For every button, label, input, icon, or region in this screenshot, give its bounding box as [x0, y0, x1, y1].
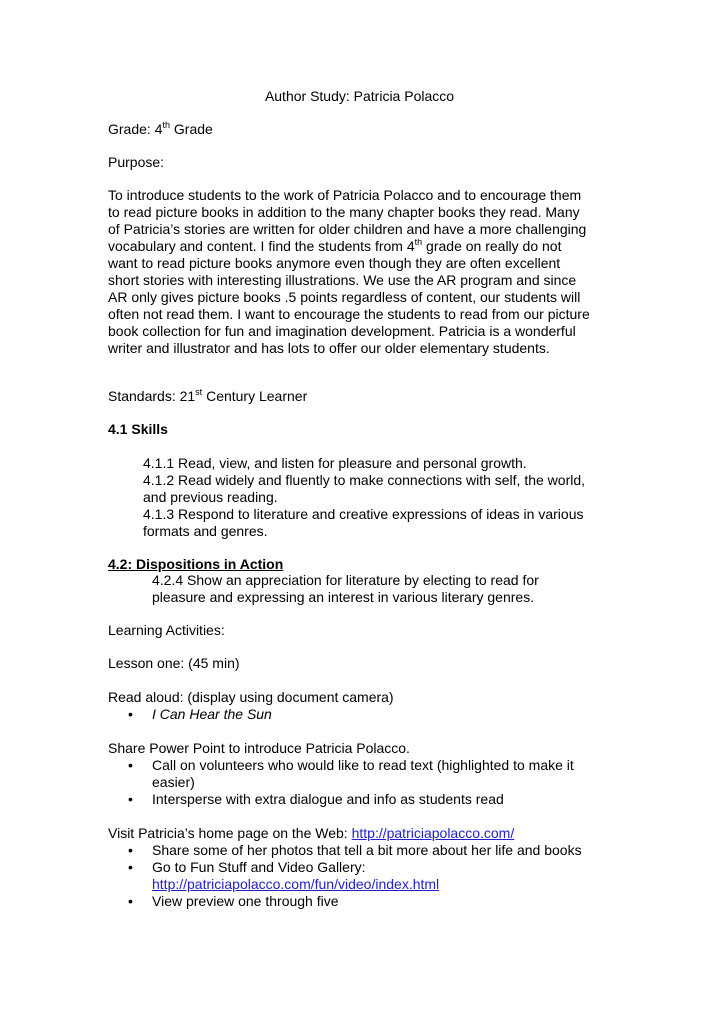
purpose-heading: Purpose:	[108, 154, 165, 170]
disposition-4-2-4: 4.2.4 Show an appreciation for literature by electing to read for	[152, 572, 539, 588]
visit-item-3: View preview one through five	[152, 893, 339, 909]
purpose-line-5: want to read picture books anymore even though they are often excellent	[108, 255, 561, 271]
purpose-line-6: short stories with interesting illustrations. We use the AR program and since	[108, 272, 577, 288]
bullet-icon: •	[128, 842, 133, 858]
grade-line: Grade: 4th Grade	[108, 120, 213, 137]
document-title: Author Study: Patricia Polacco	[264, 88, 455, 104]
video-gallery-link[interactable]: http://patriciapolacco.com/fun/video/index.html	[152, 876, 440, 892]
disposition-4-2-4-cont: pleasure and expressing an interest in various literary genres.	[152, 589, 535, 605]
share-item-1-cont: easier)	[152, 774, 195, 790]
purpose-line-8: often not read them. I want to encourage the students to read from our picture	[108, 306, 590, 322]
homepage-link[interactable]: http://patriciapolacco.com/	[351, 825, 515, 841]
skill-4-1-1: 4.1.1 Read, view, and listen for pleasure and personal growth.	[143, 455, 527, 471]
share-powerpoint-line: Share Power Point to introduce Patricia Polacco.	[108, 740, 410, 756]
bullet-icon: •	[128, 757, 133, 773]
video-gallery-line	[152, 876, 439, 893]
visit-item-2: Go to Fun Stuff and Video Gallery:	[152, 859, 366, 875]
standards-line: Standards: 21st Century Learner	[108, 387, 308, 404]
purpose-line-10: writer and illustrator and has lots to offer our older elementary students.	[108, 340, 550, 356]
purpose-line-4: vocabulary and content. I find the students from 4th grade on really do not	[108, 237, 562, 254]
share-item-2: Intersperse with extra dialogue and info as students read	[152, 791, 504, 807]
share-item-1: Call on volunteers who would like to read text (highlighted to make it	[152, 757, 574, 773]
purpose-line-1: To introduce students to the work of Patricia Polacco and to encourage them	[108, 187, 582, 203]
skill-4-1-3: 4.1.3 Respond to literature and creative expressions of ideas in various	[143, 506, 584, 522]
dispositions-heading: 4.2: Dispositions in Action	[108, 556, 284, 572]
skills-heading: 4.1 Skills	[108, 421, 168, 437]
purpose-line-7: AR only gives picture books .5 points regardless of content, our students will	[108, 289, 581, 305]
skill-4-1-2-cont: and previous reading.	[143, 489, 278, 505]
bullet-icon: •	[128, 859, 133, 875]
lesson-one-line: Lesson one: (45 min)	[108, 655, 240, 671]
bullet-icon: •	[128, 706, 133, 722]
read-aloud-book: I Can Hear the Sun	[152, 706, 272, 722]
learning-activities-heading: Learning Activities:	[108, 622, 225, 638]
bullet-icon: •	[128, 893, 133, 909]
skill-4-1-3-cont: formats and genres.	[143, 523, 268, 539]
read-aloud-line: Read aloud: (display using document camera)	[108, 689, 394, 705]
bullet-icon: •	[128, 791, 133, 807]
purpose-line-9: book collection for fun and imagination development. Patricia is a wonderful	[108, 323, 576, 339]
purpose-line-3: of Patricia’s stories are written for older children and have a more challenging	[108, 221, 587, 237]
visit-line: Visit Patricia’s home page on the Web: http://patriciapolacco.com/	[108, 825, 515, 841]
purpose-line-2: to read picture books in addition to the many chapter books they read. Many	[108, 204, 580, 220]
skill-4-1-2: 4.1.2 Read widely and fluently to make connections with self, the world,	[143, 472, 586, 488]
visit-item-1: Share some of her photos that tell a bit more about her life and books	[152, 842, 582, 858]
